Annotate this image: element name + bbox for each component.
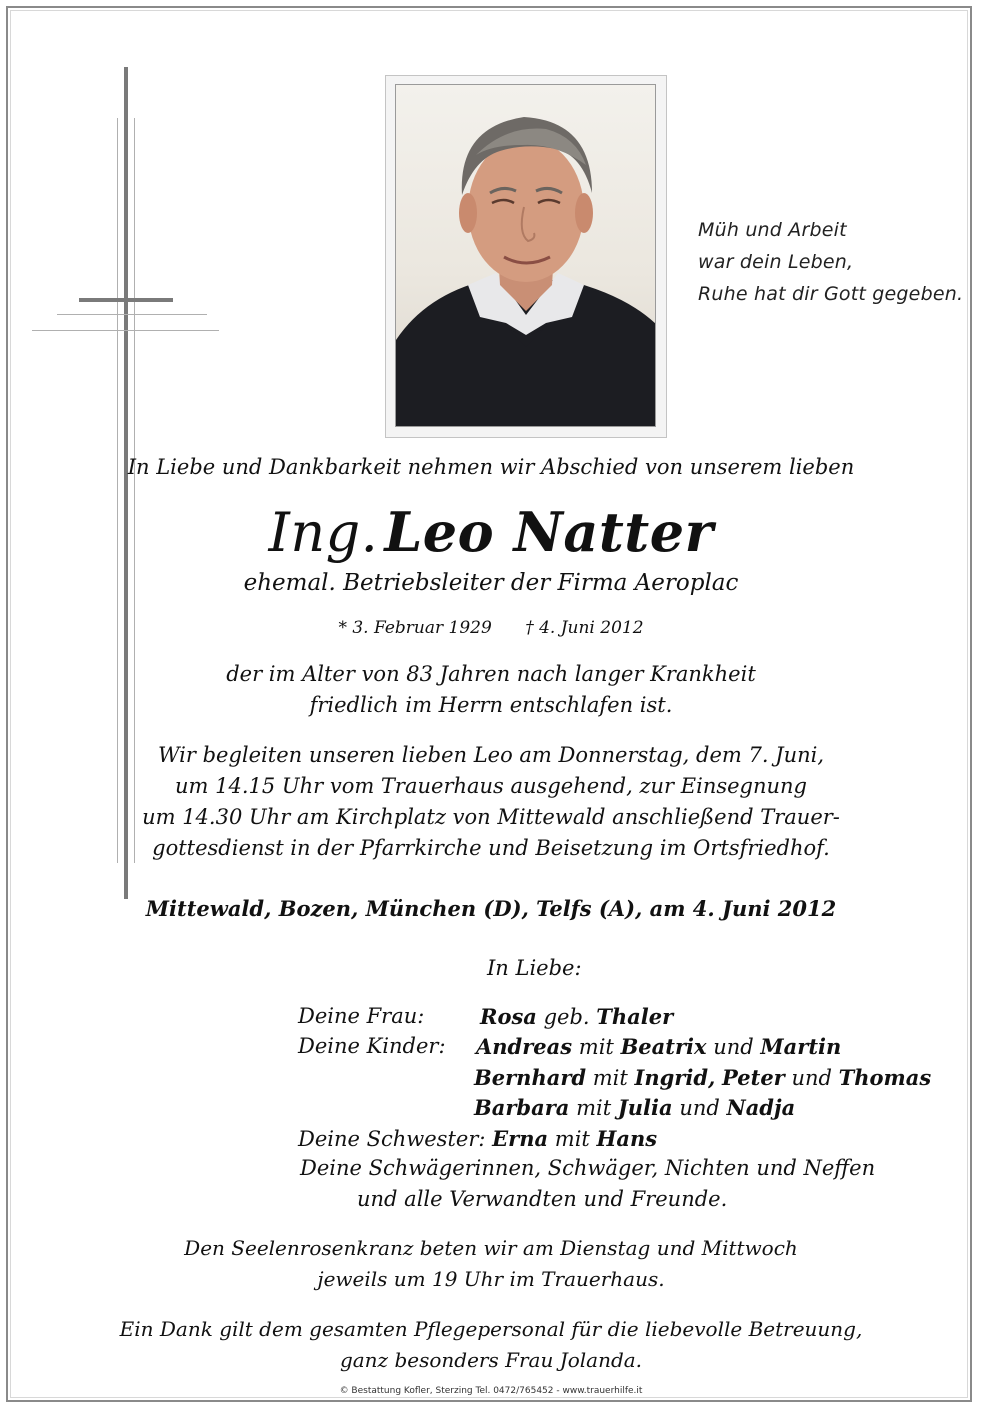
funeral-line: um 14.30 Uhr am Kirchplatz von Mittewald anschließend Trauer- bbox=[142, 805, 840, 829]
partner-name: Ingrid bbox=[634, 1065, 709, 1090]
intro-text: In Liebe und Dankbarkeit nehmen wir Abschied von unserem lieben bbox=[127, 455, 855, 479]
partner-name: Julia bbox=[617, 1095, 673, 1120]
children-row bbox=[474, 1095, 795, 1120]
child-name: Thomas bbox=[838, 1065, 932, 1090]
portrait-photo bbox=[395, 84, 656, 427]
children-row bbox=[476, 1034, 841, 1059]
wife-label: Deine Frau: bbox=[298, 1004, 425, 1028]
wife-maiden-name: Thaler bbox=[596, 1004, 674, 1029]
word-mit: mit bbox=[576, 1096, 612, 1120]
death-date: † 4. Juni 2012 bbox=[525, 618, 644, 638]
word-mit: mit bbox=[554, 1127, 590, 1151]
funeral-line: gottesdienst in der Pfarrkirche und Beisetzung im Ortsfriedhof. bbox=[152, 836, 830, 860]
child-name: Martin bbox=[760, 1034, 842, 1059]
word-und: und bbox=[791, 1066, 832, 1090]
partner-name: Hans bbox=[596, 1126, 658, 1151]
name-title: Ing. bbox=[268, 501, 379, 564]
inlaws-line: Deine Schwägerinnen, Schwäger, Nichten und Neffen bbox=[300, 1156, 876, 1180]
sister-label: Deine Schwester: bbox=[298, 1127, 486, 1151]
poem-line: Müh und Arbeit bbox=[698, 219, 847, 241]
poem-line: war dein Leben, bbox=[698, 251, 854, 273]
passing-line: friedlich im Herrn entschlafen ist. bbox=[309, 693, 673, 717]
wife-name: Rosa bbox=[480, 1004, 537, 1029]
word-mit: mit bbox=[592, 1066, 628, 1090]
in-liebe-label: In Liebe: bbox=[487, 956, 582, 980]
child-name: Bernhard bbox=[474, 1065, 587, 1090]
child-name: Barbara bbox=[474, 1095, 570, 1120]
deceased-name bbox=[0, 500, 982, 564]
rosary-text bbox=[0, 1233, 982, 1295]
passing-text bbox=[0, 659, 982, 721]
thanks-text bbox=[0, 1314, 982, 1376]
sister-name: Erna bbox=[492, 1126, 549, 1151]
sister-row bbox=[298, 1126, 657, 1151]
place-date: Mittewald, Bozen, München (D), Telfs (A), am 4. Juni 2012 bbox=[145, 896, 837, 921]
funeral-text bbox=[0, 740, 982, 864]
word-und: und bbox=[713, 1035, 754, 1059]
deceased-role: ehemal. Betriebsleiter der Firma Aeroplac bbox=[243, 570, 739, 596]
funeral-line: Wir begleiten unseren lieben Leo am Donnerstag, dem 7. Juni, bbox=[157, 743, 825, 767]
poem bbox=[698, 214, 968, 310]
child-name: Andreas bbox=[476, 1034, 573, 1059]
word-und: und bbox=[679, 1096, 720, 1120]
partner-name: Nadja bbox=[726, 1095, 796, 1120]
wife-row bbox=[480, 1004, 673, 1029]
word-geb: geb. bbox=[543, 1005, 590, 1029]
rosary-line: jeweils um 19 Uhr im Trauerhaus. bbox=[317, 1267, 665, 1291]
rosary-line: Den Seelenrosenkranz beten wir am Dienstag und Mittwoch bbox=[184, 1236, 798, 1260]
birth-date: * 3. Februar 1929 bbox=[338, 618, 492, 638]
children-label: Deine Kinder: bbox=[298, 1034, 446, 1058]
name-full: Leo Natter bbox=[384, 500, 714, 564]
children-row: Bernhard mit Ingrid, Peter und Thomas bbox=[474, 1065, 932, 1090]
thanks-line: ganz besonders Frau Jolanda. bbox=[339, 1348, 643, 1372]
partner-name: Beatrix bbox=[620, 1034, 707, 1059]
child-name: Peter bbox=[722, 1065, 785, 1090]
poem-line: Ruhe hat dir Gott gegeben. bbox=[698, 283, 964, 305]
life-dates bbox=[0, 618, 982, 638]
relatives-line: und alle Verwandten und Freunde. bbox=[357, 1187, 728, 1211]
footer-credit: © Bestattung Kofler, Sterzing Tel. 0472/765452 - www.trauerhilfe.it bbox=[339, 1386, 643, 1396]
word-mit: mit bbox=[578, 1035, 614, 1059]
passing-line: der im Alter von 83 Jahren nach langer Krankheit bbox=[226, 662, 756, 686]
funeral-line: um 14.15 Uhr vom Trauerhaus ausgehend, zur Einsegnung bbox=[174, 774, 808, 798]
thanks-line: Ein Dank gilt dem gesamten Pflegepersonal für die liebevolle Betreuung, bbox=[119, 1317, 863, 1341]
